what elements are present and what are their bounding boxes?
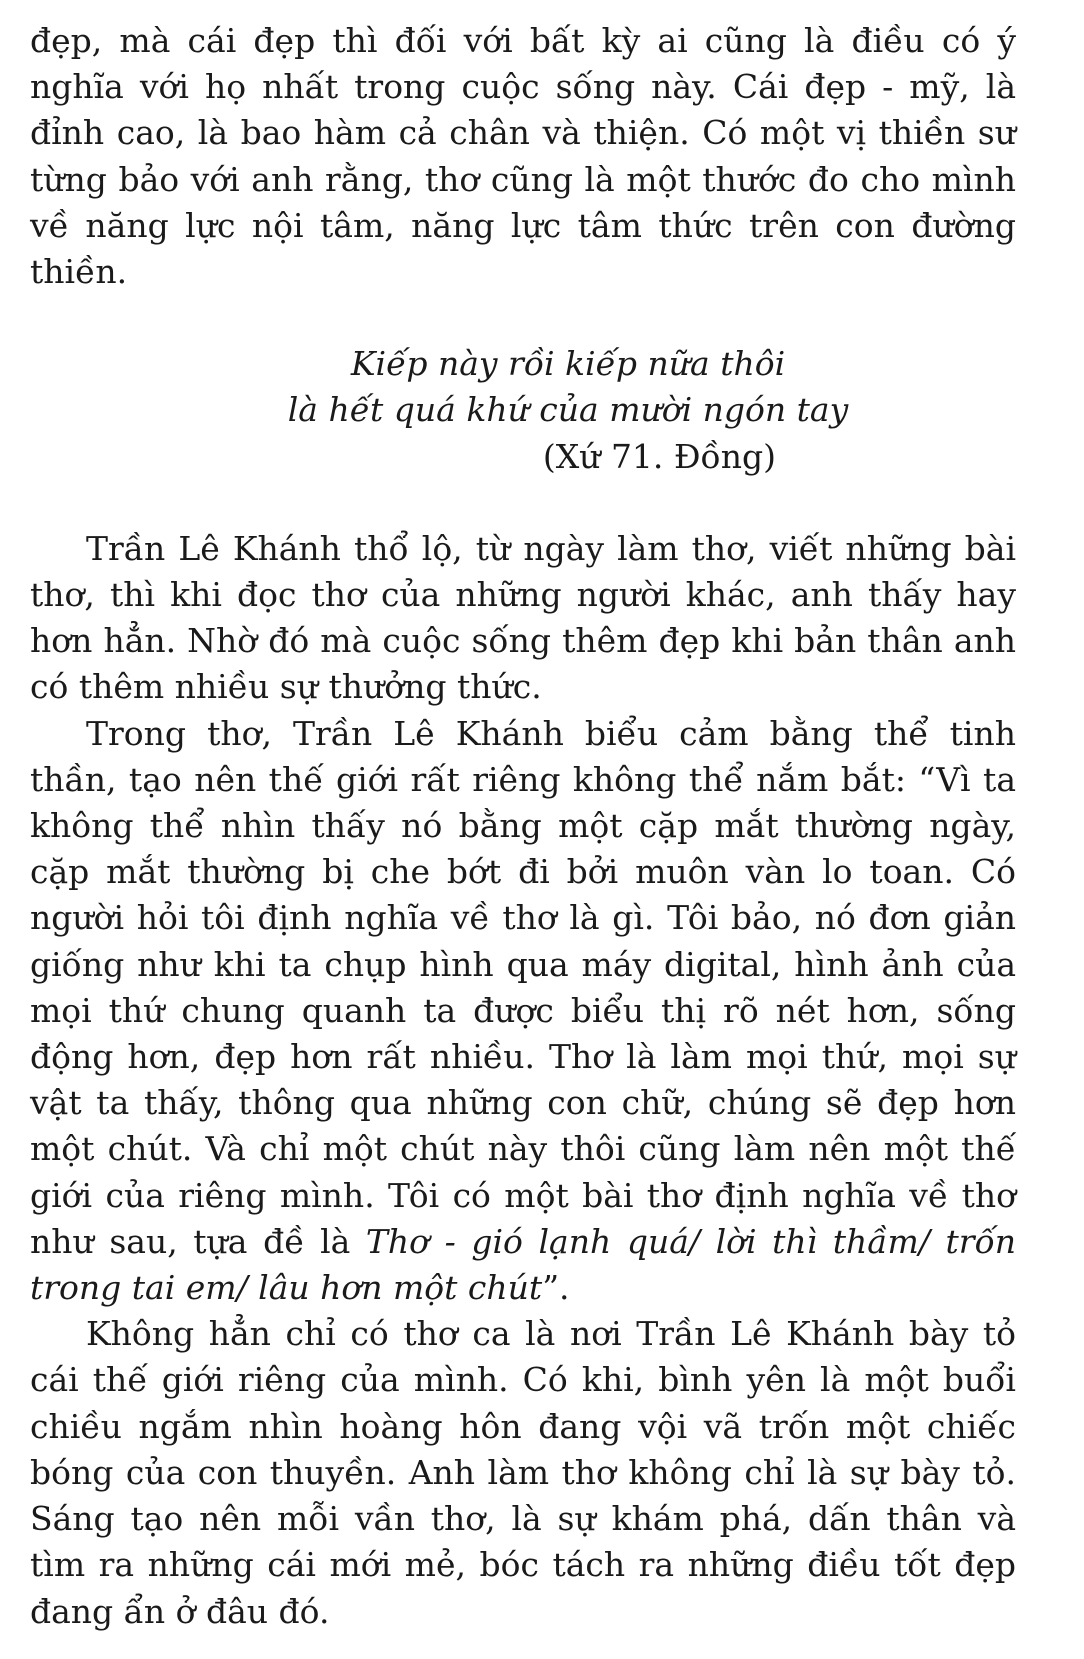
poem-line: là hết quá khứ của mười ngón tay xyxy=(287,390,849,430)
document-page xyxy=(30,18,1016,1635)
paragraph-text: Trong thơ, Trần Lê Khánh biểu cảm bằng thể tinh thần, tạo nên thế giới rất riêng không thể nắm bắt: “Vì ta không thể nhìn thấy nó bằng một cặp mắt thường ngày, cặp mắt thường bị che bớt đi bởi muôn vàn lo toan. Có người hỏi tôi định nghĩa về thơ là gì. Tôi bảo, nó đơn giản giống như khi ta chụp hình qua máy digital, hình ảnh của mọi thứ chung quanh ta được biểu thị rõ nét hơn, sống động hơn, đẹp hơn rất nhiều. Thơ là làm mọi thứ, mọi sự vật ta thấy, thông qua những con chữ, chúng sẽ đẹp hơn một chút. Và chỉ một chút này thôi cũng làm nên một thế giới của riêng mình. Tôi có một bài thơ định nghĩa về thơ như sau, tựa đề là xyxy=(30,713,1016,1261)
poem-line: Kiếp này rồi kiếp nữa thôi xyxy=(350,344,786,384)
poem-source: (Xứ 71. Đồng) xyxy=(542,436,776,476)
body-paragraph: đẹp, mà cái đẹp thì đối với bất kỳ ai cũng là điều có ý nghĩa với họ nhất trong cuộc sống này. Cái đẹp - mỹ, là đỉnh cao, là bao hàm cả chân và thiện. Có một vị thiền sư từng bảo với anh rằng, thơ cũng là một thước đo cho mình về năng lực nội tâm, năng lực tâm thức trên con đường thiền. xyxy=(30,21,1016,292)
quote-ending: ”. xyxy=(542,1268,570,1308)
body-paragraph: Không hẳn chỉ có thơ ca là nơi Trần Lê Khánh bày tỏ cái thế giới riêng của mình. Có khi, bình yên là một buổi chiều ngắm nhìn hoàng hôn đang vội vã trốn một chiếc bóng của con thuyền. Anh làm thơ không chỉ là sự bày tỏ. Sáng tạo nên mỗi vần thơ, là sự khám phá, dấn thân và tìm ra những cái mới mẻ, bóc tách ra những điều tốt đẹp đang ẩn ở đâu đó. xyxy=(30,1314,1016,1631)
body-paragraph xyxy=(30,711,1016,1312)
body-paragraph: Trần Lê Khánh thổ lộ, từ ngày làm thơ, viết những bài thơ, thì khi đọc thơ của những người khác, anh thấy hay hơn hẳn. Nhờ đó mà cuộc sống thêm đẹp khi bản thân anh có thêm nhiều sự thưởng thức. xyxy=(30,528,1016,707)
italic-poem-title: Thơ - gió lạnh quá/ lời thì thầm/ trốn trong tai em/ lâu hơn một chút xyxy=(30,1221,1017,1308)
poem-quote xyxy=(30,295,1016,526)
